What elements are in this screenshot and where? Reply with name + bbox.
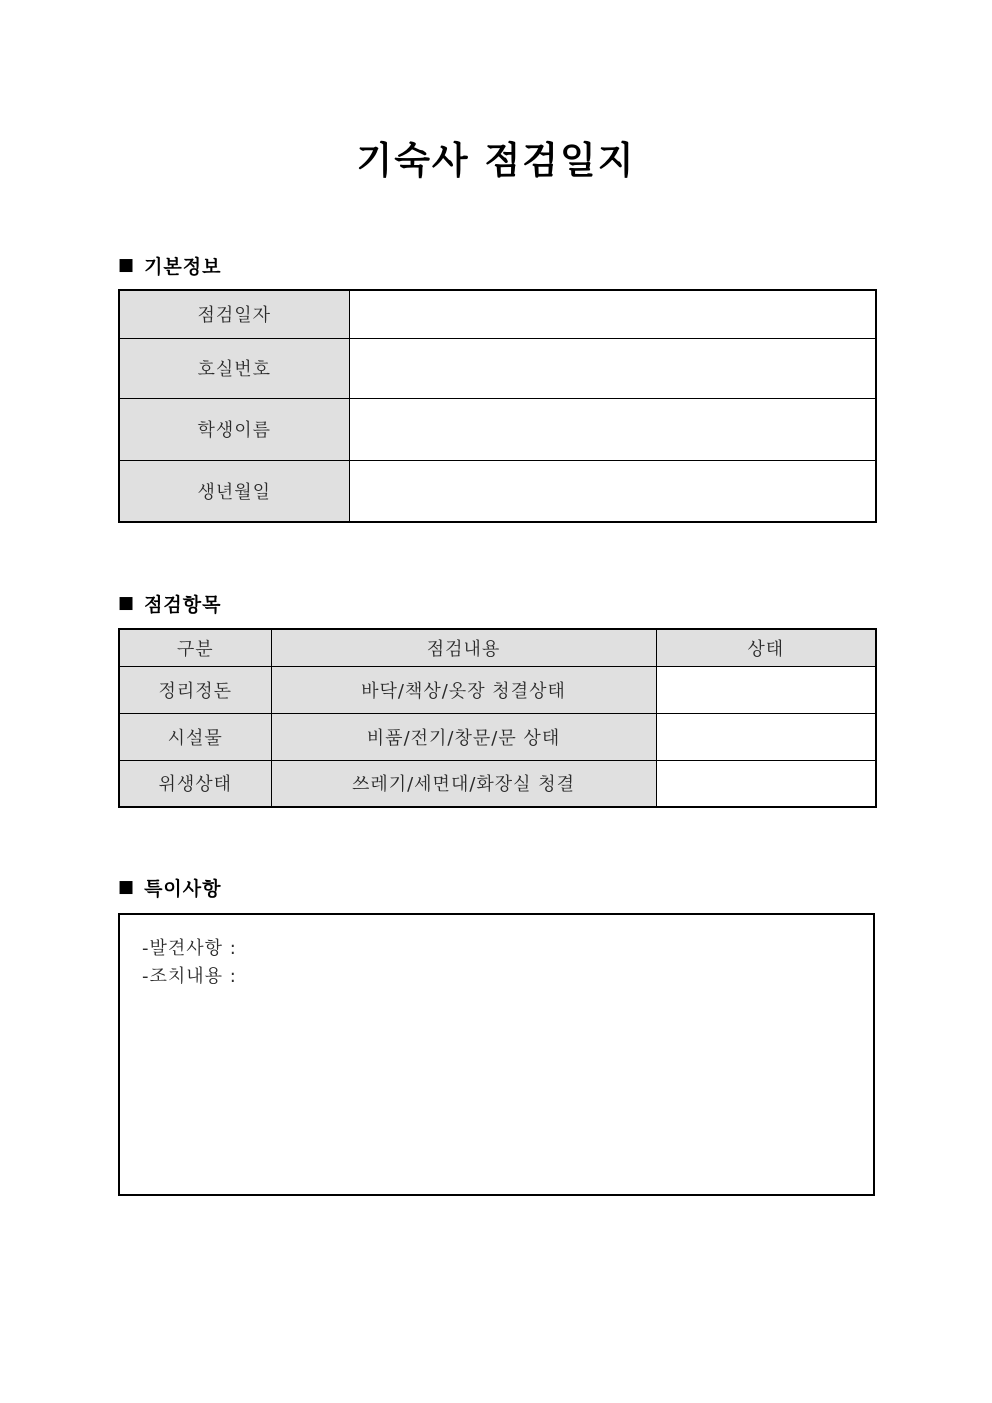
item-category-hygiene: 위생상태 xyxy=(119,760,271,807)
table-row xyxy=(119,290,876,338)
row-label-birth-date: 생년월일 xyxy=(119,460,349,522)
item-status-facilities[interactable] xyxy=(656,713,876,760)
row-value-room-number[interactable] xyxy=(349,338,876,398)
special-notes-box[interactable] xyxy=(118,913,875,1196)
column-header-content: 점검내용 xyxy=(271,629,656,666)
table-row xyxy=(119,398,876,460)
item-content-facilities: 비품/전기/창문/문 상태 xyxy=(271,713,656,760)
section-header-basic-info xyxy=(118,252,221,279)
row-value-birth-date[interactable] xyxy=(349,460,876,522)
section-header-inspection-items xyxy=(118,590,221,617)
table-row xyxy=(119,338,876,398)
basic-info-table xyxy=(118,289,877,523)
section-title-special-notes: 특이사항 xyxy=(144,878,222,900)
column-header-category: 구분 xyxy=(119,629,271,666)
row-label-inspection-date: 점검일자 xyxy=(119,290,349,338)
section-marker-icon: ■ xyxy=(118,593,136,613)
item-category-tidiness: 정리정돈 xyxy=(119,666,271,713)
row-value-student-name[interactable] xyxy=(349,398,876,460)
section-title-inspection-items: 점검항목 xyxy=(144,594,222,616)
notes-line-findings: -발견사항 : xyxy=(142,938,237,959)
table-row xyxy=(119,760,876,807)
section-marker-icon: ■ xyxy=(118,877,136,897)
item-content-tidiness: 바닥/책상/옷장 청결상태 xyxy=(271,666,656,713)
item-content-hygiene: 쓰레기/세면대/화장실 청결 xyxy=(271,760,656,807)
row-label-student-name: 학생이름 xyxy=(119,398,349,460)
item-status-tidiness[interactable] xyxy=(656,666,876,713)
section-marker-icon: ■ xyxy=(118,255,136,275)
item-category-facilities: 시설물 xyxy=(119,713,271,760)
table-row xyxy=(119,460,876,522)
table-header-row xyxy=(119,629,876,666)
page-title: 기숙사 점검일지 xyxy=(356,139,636,182)
row-label-room-number: 호실번호 xyxy=(119,338,349,398)
item-status-hygiene[interactable] xyxy=(656,760,876,807)
notes-line-actions: -조치내용 : xyxy=(142,966,237,987)
table-row xyxy=(119,666,876,713)
table-row xyxy=(119,713,876,760)
column-header-status: 상태 xyxy=(656,629,876,666)
section-header-special-notes xyxy=(118,874,221,901)
section-title-basic-info: 기본정보 xyxy=(144,256,222,278)
inspection-items-table xyxy=(118,628,877,808)
row-value-inspection-date[interactable] xyxy=(349,290,876,338)
